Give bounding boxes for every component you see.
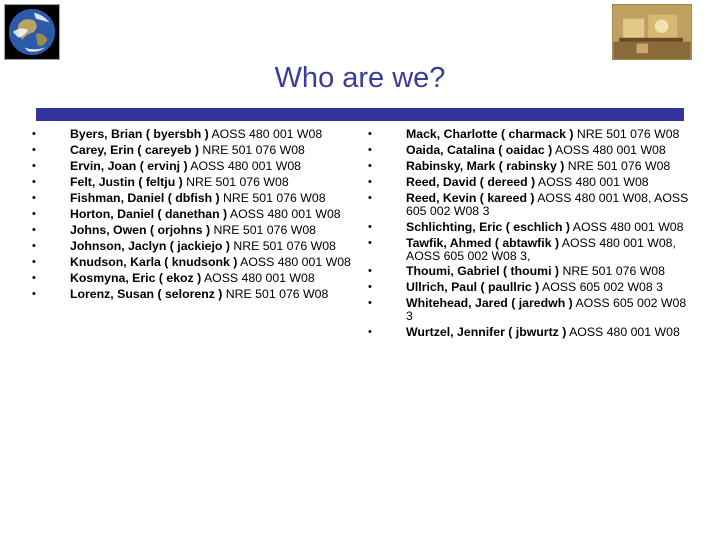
- bullet-icon: •: [368, 236, 372, 249]
- course-info: NRE 501 076 W08: [182, 174, 289, 189]
- bullet-icon: •: [368, 220, 372, 233]
- person-name: Johns, Owen ( orjohns ): [70, 222, 211, 237]
- equipment-photo: [612, 4, 692, 60]
- person-name: Lorenz, Susan ( selorenz ): [70, 286, 223, 301]
- person-name: Schlichting, Eric ( eschlich ): [406, 219, 570, 234]
- course-info: AOSS 480 001 W08, AOSS 605 002 W08 3,: [406, 235, 676, 263]
- bullet-icon: •: [32, 255, 36, 268]
- course-info: AOSS 480 001 W08: [237, 254, 351, 269]
- course-info: AOSS 480 001 W08, AOSS 605 002 W08 3: [406, 190, 689, 218]
- course-info: AOSS 480 001 W08: [566, 325, 680, 340]
- course-info: NRE 501 076 W08: [573, 127, 680, 141]
- course-info: AOSS 480 001 W08: [570, 219, 684, 234]
- bullet-icon: •: [368, 175, 372, 188]
- bullet-icon: •: [368, 265, 372, 278]
- list-item: [360, 176, 690, 189]
- person-name: Horton, Daniel ( danethan ): [70, 206, 228, 221]
- list-item: [24, 144, 354, 157]
- course-info: AOSS 480 001 W08: [227, 206, 341, 221]
- list-item: [24, 224, 354, 237]
- bullet-icon: •: [32, 128, 36, 140]
- course-info: NRE 501 076 W08: [229, 238, 336, 253]
- bullet-icon: •: [368, 143, 372, 156]
- right-column: [360, 128, 690, 342]
- course-info: AOSS 480 001 W08: [201, 270, 315, 285]
- person-name: Thoumi, Gabriel ( thoumi ): [406, 264, 560, 279]
- bullet-icon: •: [368, 297, 372, 310]
- course-info: NRE 501 076 W08: [198, 142, 305, 157]
- list-item: [360, 297, 690, 323]
- course-info: AOSS 605 002 W08 3: [539, 280, 663, 295]
- person-name: Oaida, Catalina ( oaidac ): [406, 142, 553, 157]
- person-name: Knudson, Karla ( knudsonk ): [70, 254, 238, 269]
- course-info: NRE 501 076 W08: [222, 286, 329, 301]
- list-item: [360, 160, 690, 173]
- course-info: NRE 501 076 W08: [219, 190, 326, 205]
- person-name: Mack, Charlotte ( charmack ): [406, 127, 574, 141]
- list-item: [24, 288, 354, 301]
- person-name: Wurtzel, Jennifer ( jbwurtz ): [406, 325, 567, 340]
- person-name: Rabinsky, Mark ( rabinsky ): [406, 158, 565, 173]
- course-info: NRE 501 076 W08: [559, 264, 665, 279]
- course-info: NRE 501 076 W08: [564, 158, 671, 173]
- list-item: [360, 281, 690, 294]
- page-title: Who are we?: [274, 62, 446, 94]
- bullet-icon: •: [32, 191, 36, 204]
- list-item: [360, 192, 690, 218]
- person-name: Johnson, Jaclyn ( jackiejo ): [70, 238, 230, 253]
- person-name: Kosmyna, Eric ( ekoz ): [70, 270, 202, 285]
- list-item: [360, 265, 690, 278]
- bullet-icon: •: [32, 287, 36, 300]
- bullet-icon: •: [32, 239, 36, 252]
- title-divider: [36, 108, 684, 121]
- list-item: [24, 256, 354, 269]
- person-name: Tawfik, Ahmed ( abtawfik ): [406, 235, 560, 250]
- bullet-icon: •: [32, 207, 36, 220]
- course-info: AOSS 480 001 W08: [535, 174, 649, 189]
- course-info: AOSS 605 002 W08 3: [406, 296, 687, 324]
- person-name: Reed, Kevin ( kareed ): [406, 190, 535, 205]
- person-name: Fishman, Daniel ( dbfish ): [70, 190, 220, 205]
- list-item: [24, 240, 354, 253]
- bullet-icon: •: [32, 159, 36, 172]
- person-name: Byers, Brian ( byersbh ): [70, 127, 209, 141]
- list-item: [24, 272, 354, 285]
- list-item: [360, 221, 690, 234]
- course-info: AOSS 480 001 W08: [552, 142, 666, 157]
- list-item: [24, 208, 354, 221]
- person-name: Ullrich, Paul ( paullric ): [406, 280, 540, 295]
- list-item: [24, 176, 354, 189]
- earth-image: [4, 4, 60, 60]
- bullet-icon: •: [368, 128, 372, 140]
- person-name: Ervin, Joan ( ervinj ): [70, 158, 188, 173]
- bullet-icon: •: [32, 143, 36, 156]
- left-column: [24, 128, 354, 304]
- person-name: Carey, Erin ( careyeb ): [70, 142, 199, 157]
- list-item: [24, 192, 354, 205]
- person-name: Reed, David ( dereed ): [406, 174, 536, 189]
- bullet-icon: •: [368, 281, 372, 294]
- bullet-icon: •: [368, 191, 372, 204]
- bullet-icon: •: [368, 159, 372, 172]
- bullet-icon: •: [32, 271, 36, 284]
- list-item: [360, 144, 690, 157]
- course-info: AOSS 480 001 W08: [208, 127, 323, 141]
- course-info: NRE 501 076 W08: [210, 222, 317, 237]
- bullet-icon: •: [368, 326, 372, 339]
- person-name: Whitehead, Jared ( jaredwh ): [406, 296, 573, 311]
- bullet-icon: •: [32, 223, 36, 236]
- course-info: AOSS 480 001 W08: [187, 158, 302, 173]
- list-item: [24, 128, 354, 141]
- person-name: Felt, Justin ( feltju ): [70, 174, 183, 189]
- list-item: [360, 128, 690, 141]
- list-item: [360, 237, 690, 263]
- list-item: [24, 160, 354, 173]
- list-item: [360, 326, 690, 339]
- bullet-icon: •: [32, 175, 36, 188]
